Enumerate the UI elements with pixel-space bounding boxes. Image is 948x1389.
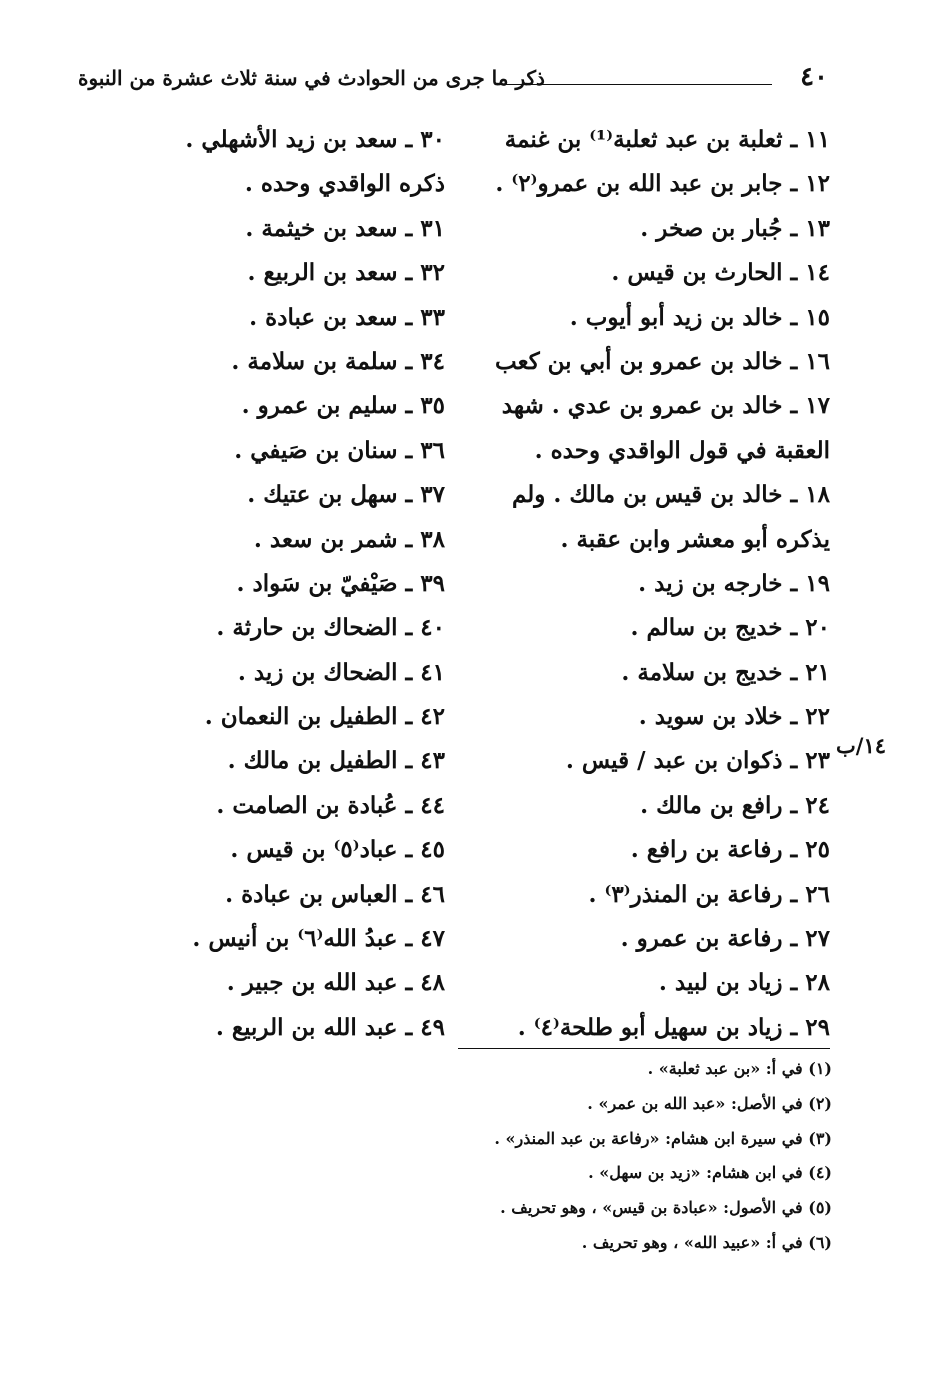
- list-item: ٤٢ ـ الطفيل بن النعمان .: [204, 703, 445, 731]
- list-item: ١٥ ـ خالد بن زيد أبو أيوب .: [569, 303, 830, 331]
- left-column: [170, 118, 445, 1050]
- list-item: ٣٥ ـ سليم بن عمرو .: [241, 392, 445, 420]
- page-header: [78, 62, 828, 96]
- list-item: ٣٤ ـ سلمة بن سلامة .: [231, 347, 445, 375]
- list-item: ٣٨ ـ شمر بن سعد .: [253, 525, 445, 553]
- footnote: (٦) في أ: «عبيد الله» ، وهو تحريف .: [581, 1232, 832, 1252]
- page-number: ٤٠: [800, 62, 828, 92]
- list-item: ٢٧ ـ رفاعة بن عمرو .: [620, 925, 830, 953]
- footnote: (٥) في الأصول: «عبادة بن قيس» ، وهو تحريف .: [500, 1198, 832, 1218]
- list-item: ١٣ ـ جُبار بن صخر .: [640, 214, 830, 242]
- list-item: ٢٣ ـ ذكوان بن عبد / قيس .: [565, 747, 830, 775]
- list-item: ٢٦ ـ رفاعة بن المنذر⁽٣⁾ .: [588, 880, 830, 908]
- list-item: ٢٨ ـ زياد بن لبيد .: [658, 969, 830, 997]
- list-item: ٤٣ ـ الطفيل بن مالك .: [227, 747, 445, 775]
- footnote: (٣) في سيرة ابن هشام: «رفاعة بن عبد المنذر» .: [494, 1128, 832, 1148]
- running-title: ذكر ما جرى من الحوادث في سنة ثلاث عشرة من النبوة: [78, 66, 545, 90]
- list-item: ١٢ ـ جابر بن عبد الله بن عمرو⁽٢⁾ .: [495, 170, 830, 198]
- right-column: [495, 118, 830, 1050]
- footnote-rule: [458, 1048, 830, 1049]
- list-item: ٤٧ ـ عبدُ الله⁽٦⁾ بن أنيس .: [192, 925, 445, 953]
- list-item: ١٩ ـ خارجه بن زيد .: [638, 569, 830, 597]
- list-item-continuation: ذكره الواقدي وحده .: [244, 170, 445, 198]
- list-item: ٣٣ ـ سعد بن عبادة .: [249, 303, 445, 331]
- footnotes: [440, 1052, 832, 1261]
- footnote: (٤) في ابن هشام: «زيد بن سهل» .: [588, 1163, 832, 1183]
- list-item: ٣٠ ـ سعد بن زيد الأشهلي .: [185, 126, 445, 153]
- list-item: ١١ ـ ثعلبة بن عبد ثعلبة⁽¹⁾ بن غنمة: [504, 126, 830, 153]
- list-item: ٤٩ ـ عبد الله بن الربيع .: [215, 1013, 445, 1041]
- list-item: ٤٦ ـ العباس بن عبادة .: [225, 880, 445, 908]
- list-item: ٤٤ ـ عُبادة بن الصامت .: [216, 791, 445, 819]
- list-item-continuation: يذكره أبو معشر وابن عقبة .: [560, 525, 830, 553]
- list-item: ٣٧ ـ سهل بن عتيك .: [247, 481, 445, 509]
- footnote: (١) في أ: «بن عبد ثعلبة» .: [647, 1059, 832, 1078]
- list-item: ٤١ ـ الضحاك بن زيد .: [237, 658, 445, 686]
- list-item: ٢٠ ـ خديج بن سالم .: [630, 614, 830, 642]
- list-item: ١٤ ـ الحارث بن قيس .: [611, 259, 830, 287]
- list-item-continuation: العقبة في قول الواقدي وحده .: [534, 436, 830, 464]
- list-item: ١٨ ـ خالد بن قيس بن مالك . ولم: [511, 481, 830, 509]
- list-item: ٣٢ ـ سعد بن الربيع .: [247, 259, 445, 287]
- footnote: (٢) في الأصل: «عبد الله بن عمر» .: [587, 1093, 832, 1113]
- list-item: ٤٥ ـ عباد⁽٥⁾ بن قيس .: [230, 836, 445, 864]
- list-item: ٣١ ـ سعد بن خيثمة .: [245, 214, 445, 242]
- list-item: ٤٠ ـ الضحاك بن حارثة .: [216, 614, 445, 642]
- list-item: ١٦ ـ خالد بن عمرو بن أبي بن كعب: [495, 347, 830, 375]
- manuscript-folio-note: ١٤/ب: [836, 733, 887, 758]
- list-item: ٢١ ـ خديج بن سلامة .: [621, 658, 830, 686]
- list-item: ١٧ ـ خالد بن عمرو بن عدي . شهد: [501, 392, 830, 420]
- list-item: ٢٥ ـ رفاعة بن رافع .: [630, 836, 830, 864]
- list-item: ٢٤ ـ رافع بن مالك .: [640, 791, 830, 819]
- list-item: ٢٩ ـ زياد بن سهيل أبو طلحة⁽٤⁾ .: [517, 1013, 830, 1041]
- list-item: ٣٦ ـ سنان بن صَيفي .: [234, 436, 445, 464]
- list-item: ٣٩ ـ صَيْفيّ بن سَواد .: [236, 569, 445, 597]
- list-item: ٤٨ ـ عبد الله بن جبير .: [226, 969, 445, 997]
- list-item: ٢٢ ـ خلاد بن سويد .: [638, 703, 830, 731]
